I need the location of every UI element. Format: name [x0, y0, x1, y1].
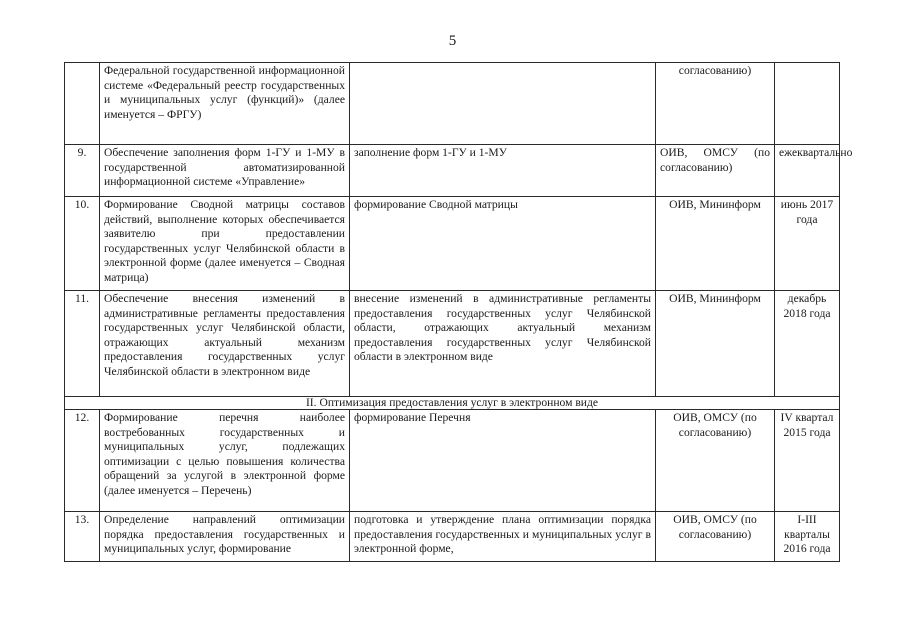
row-number: 12. — [65, 410, 100, 512]
executor-cell: ОИВ, Мининформ — [656, 197, 775, 291]
task-cell: Обеспечение заполнения форм 1-ГУ и 1-МУ в государственной автоматизированной информационной системе «Управление» — [100, 145, 350, 197]
page-number: 5 — [448, 33, 457, 49]
table-row — [65, 291, 840, 397]
action-cell: подготовка и утверждение плана оптимизации порядка предоставления государственных и муниципальных услуг в электронной форме, — [350, 512, 656, 562]
row-number: 13. — [65, 512, 100, 562]
action-cell — [350, 63, 656, 145]
term-cell: июнь 2017 года — [775, 197, 840, 291]
task-cell: Формирование Сводной матрицы составов действий, выполнение которых обеспечивается заявителю при предоставлении государственных услуг Челябинской области в электронной форме (далее именуется – Сводная матрица) — [100, 197, 350, 291]
term-cell: I-III кварталы 2016 года — [775, 512, 840, 562]
task-cell: Обеспечение внесения изменений в административные регламенты предоставления государственных услуг Челябинской области, отражающих актуальный механизм предоставления государственных услуг Челябинской области в электронном виде — [100, 291, 350, 397]
executor-cell: ОИВ, ОМСУ (по согласованию) — [656, 410, 775, 512]
executor-cell: ОИВ, Мининформ — [656, 291, 775, 397]
row-number: 9. — [65, 145, 100, 197]
task-cell: Определение направлений оптимизации порядка предоставления государственных и муниципальных услуг, формирование — [100, 512, 350, 562]
section-heading-row — [65, 397, 840, 410]
action-cell: формирование Сводной матрицы — [350, 197, 656, 291]
term-cell: IV квартал 2015 года — [775, 410, 840, 512]
executor-cell: согласованию) — [656, 63, 775, 145]
row-number: 11. — [65, 291, 100, 397]
section-heading: II. Оптимизация предоставления услуг в электронном виде — [65, 397, 840, 410]
row-number — [65, 63, 100, 145]
task-cell: Формирование перечня наиболее востребованных государственных и муниципальных услуг, подлежащих оптимизации с целью повышения количества обращений за услугой в электронной форме (далее именуется – Перечень) — [100, 410, 350, 512]
executor-cell: ОИВ, ОМСУ (по согласованию) — [656, 145, 775, 197]
task-cell: Федеральной государственной информационной системе «Федеральный реестр государственных и муниципальных услуг (функций)» (далее именуется – ФРГУ) — [100, 63, 350, 145]
action-cell: формирование Перечня — [350, 410, 656, 512]
table-row — [65, 410, 840, 512]
action-cell: заполнение форм 1-ГУ и 1-МУ — [350, 145, 656, 197]
row-number: 10. — [65, 197, 100, 291]
table-row — [65, 197, 840, 291]
term-cell: декабрь 2018 года — [775, 291, 840, 397]
term-cell: ежеквартально — [775, 145, 840, 197]
term-cell — [775, 63, 840, 145]
table-row — [65, 145, 840, 197]
table-row — [65, 63, 840, 145]
plan-table — [64, 62, 853, 562]
action-cell: внесение изменений в административные регламенты предоставления государственных услуг Челябинской области, отражающих актуальный механизм предоставления государственных услуг Челябинской области в электронном виде — [350, 291, 656, 397]
table-row — [65, 512, 840, 562]
executor-cell: ОИВ, ОМСУ (по согласованию) — [656, 512, 775, 562]
